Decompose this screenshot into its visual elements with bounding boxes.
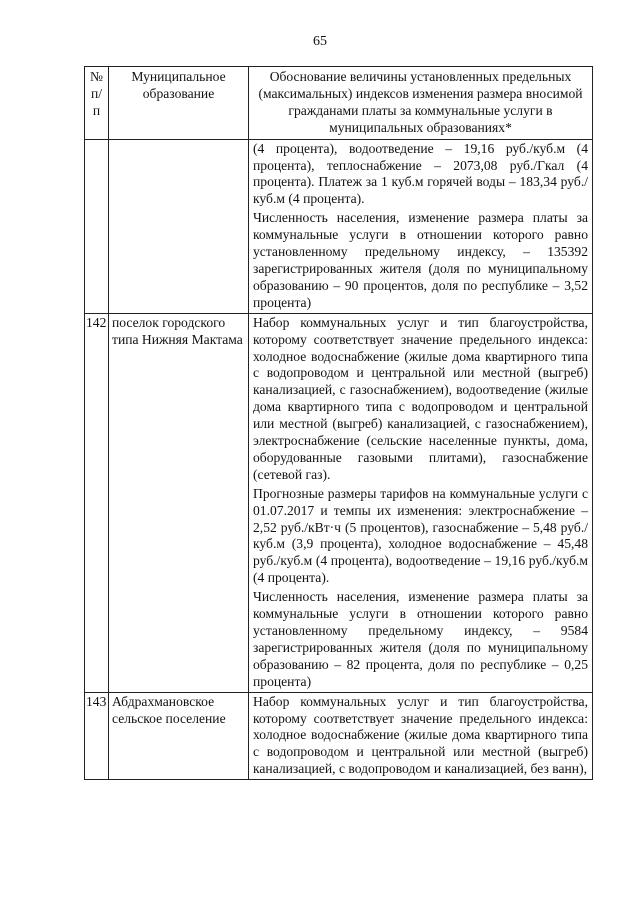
- row-municipality: [109, 139, 249, 313]
- table-row: [85, 692, 593, 780]
- header-justification: Обоснование величины установленных предельных (максимальных) индексов изменения размера вносимой гражданами платы за коммунальные услуги в муниципальных образованиях*: [249, 67, 593, 140]
- row-justification: [249, 139, 593, 313]
- paragraph: Прогнозные размеры тарифов на коммунальные услуги с 01.07.2017 и темпы их изменения: электроснабжение – 2,52 руб./кВт·ч (5 процентов), газоснабжение – 5,48 руб./куб.м (3,9 процента), холодное водоснабжение – 45,48 руб./куб.м (4 процента), водоотведение – 19,16 руб./куб.м (4 процента).: [253, 485, 588, 586]
- row-municipality: Абдрахмановское сельское поселение: [109, 692, 249, 780]
- page-number: 65: [313, 34, 327, 49]
- paragraph: Набор коммунальных услуг и тип благоустройства, которому соответствует значение предельного индекса: холодное водоснабжение (жилые дома квартирного типа с водопроводом и центральной или местной (выгреб) канализацией, с газоснабжением), водоотведение (жилые дома квартирного типа с водопроводом и центральной или местной (выгреб) канализацией, с газоснабжением), электроснабжение (сельские населенные пункты, дома, оборудованные газовыми плитами), газоснабжение (сетевой газ).: [253, 314, 588, 482]
- row-justification: [249, 692, 593, 780]
- paragraph: Численность населения, изменение размера платы за коммунальные услуги в отношении которого равно установленному предельному индексу, – 135392 зарегистрированных жителя (доля по муниципальному образованию – 90 процентов, доля по республике – 3,52 процента): [253, 210, 588, 310]
- table-header-row: [85, 67, 593, 140]
- row-municipality: поселок городского типа Нижняя Мактама: [109, 313, 249, 692]
- indices-table: [84, 66, 593, 780]
- row-number: [85, 139, 109, 313]
- header-municipality: Муниципальное образование: [109, 67, 249, 140]
- table-row: [85, 313, 593, 692]
- paragraph: Численность населения, изменение размера платы за коммунальные услуги в отношении которого равно установленному предельному индексу, – 9584 зарегистрированных жителя (доля по муниципальному образованию – 82 процента, доля по республике – 0,25 процента): [253, 589, 588, 689]
- paragraph: (4 процента), водоотведение – 19,16 руб./куб.м (4 процента), теплоснабжение – 2073,08 руб./Гкал (4 процента). Платеж за 1 куб.м горячей воды – 183,34 руб./куб.м (4 процента).: [253, 140, 588, 207]
- row-number: 142: [85, 313, 109, 692]
- row-justification: [249, 313, 593, 692]
- header-number: № п/п: [85, 67, 109, 140]
- row-number: 143: [85, 692, 109, 780]
- paragraph: Набор коммунальных услуг и тип благоустройства, которому соответствует значение предельного индекса: холодное водоснабжение (жилые дома квартирного типа с водопроводом и центральной или местной (выгреб) канализацией, с водопроводом и канализацией, без ванн),: [253, 693, 588, 777]
- table-row: [85, 139, 593, 313]
